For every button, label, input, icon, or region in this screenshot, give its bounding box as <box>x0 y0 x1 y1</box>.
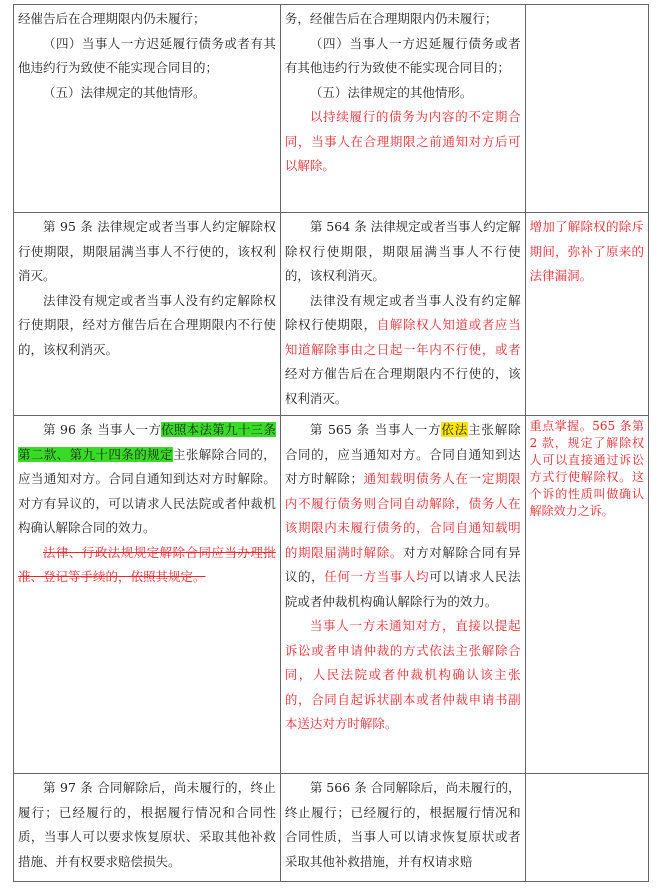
old-text: （五）法律规定的其他情形。 <box>43 84 206 100</box>
new-added-text: 当事人一方未通知对方，直接以提起诉讼或者申请仲裁的方式依法主张解除合同，人民法院或者仲裁机构确认该主张的，合同自起诉状副本或者仲裁申请书副本送达对方时解除。 <box>284 618 521 731</box>
highlighted-text: 依法 <box>441 422 469 437</box>
old-law-cell <box>14 5 281 213</box>
comparison-table <box>13 4 649 882</box>
text-span: 主张解除合同的，应当通知对方。合同自通知到达对方时解除； <box>284 422 521 486</box>
new-law-cell <box>280 416 525 774</box>
new-added-text: 自解除权人知道或者应当知道解除事由之日起一年内不行使，或者 <box>284 317 521 357</box>
text-span: 经对方催告后在合理期限内不行使的，该权利消灭。 <box>284 366 521 406</box>
note-cell <box>525 416 648 774</box>
new-text <box>285 289 521 412</box>
old-text: （四）当事人一方迟延履行债务或者有其他违约行为致使不能实现合同目的； <box>18 35 276 75</box>
text-span: 第 96 条 当事人一方 <box>43 422 162 437</box>
article-95: 第 95 条 法律规定或者当事人约定解除权行使期限，期限届满当事人不行使的，该权利消灭。 <box>18 219 276 283</box>
text-span: 法律没有规定或者当事人没有约定解除权行使期限， <box>284 292 521 332</box>
old-text: 经催告后在合理期限内仍未履行； <box>18 11 206 26</box>
new-law-cell <box>280 774 525 882</box>
text-span: 主张解除合同的，应当通知对方。合同自通知到达对方时解除。对方有异议的，可以请求人民法院或者仲裁机构确认解除合同的效力。 <box>18 446 276 535</box>
text-span: 第 565 条 当事人一方 <box>309 422 442 437</box>
deleted-text: 法律、行政法规规定解除合同应当办理批准、登记等手续的，依照其规定。 <box>18 544 276 584</box>
new-text: （四）当事人一方迟延履行债务或者有其他违约行为致使不能实现合同目的； <box>284 35 521 75</box>
article-565 <box>285 418 521 614</box>
new-added-text: 通知载明债务人在一定期限内不履行债务则合同自动解除，债务人在该期限内未履行债务的，合同自通知载明的期限届满时解除。 <box>284 471 521 560</box>
article-96 <box>18 418 276 541</box>
new-law-cell <box>280 5 525 213</box>
note-text: 重点掌握。565 条第 2 款，规定了解除权人可以直接通过诉讼方式行使解除权。这个诉的性质叫做确认解除效力之诉。 <box>529 419 644 518</box>
article-566: 第 566 条 合同解除后，尚未履行的，终止履行；已经履行的，根据履行情况和合同性质，当事人可以请求恢复原状或者采取其他补救措施，并有权请求赔 <box>284 780 521 869</box>
new-added-text: 以持续履行的债务为内容的不定期合同，当事人在合理期限之前通知对方后可以解除。 <box>284 109 521 173</box>
old-text: 法律没有规定或者当事人没有约定解除权行使期限，经对方催告后在合理期限内不行使的，该权利消灭。 <box>18 292 276 357</box>
old-law-cell <box>14 774 281 882</box>
highlighted-text: 依照本法第九十三条第二款、第九十四条的规定 <box>18 422 276 462</box>
text-span: 解除合同有异议的， <box>284 544 521 584</box>
table-row <box>14 213 649 416</box>
note-text: 增加了解除权的除斥期间，弥补了原来的法律漏洞。 <box>529 219 644 283</box>
note-cell <box>525 5 648 213</box>
article-97: 第 97 条 合同解除后，尚未履行的，终止履行；已经履行的，根据履行情况和合同性质，当事人可以要求恢复原状、采取其他补救措施、并有权要求赔偿损失。 <box>18 780 276 869</box>
note-cell <box>525 774 648 882</box>
old-law-cell <box>14 416 281 774</box>
text-span: 可以请求人民法院或者仲裁机构确认解除行为的效力。 <box>284 569 521 609</box>
new-text: 务，经催告后在合理期限内仍未履行； <box>284 11 498 26</box>
table-row <box>14 416 649 774</box>
new-text: （五）法律规定的其他情形。 <box>309 84 473 100</box>
note-cell <box>525 213 648 416</box>
table-row <box>14 5 649 213</box>
new-added-text: 任何一方当事人均 <box>324 569 430 584</box>
table-row <box>14 774 649 882</box>
new-law-cell <box>280 213 525 416</box>
old-law-cell <box>14 213 281 416</box>
text-span: 对方对 <box>403 544 443 560</box>
article-564: 第 564 条 法律规定或者当事人约定解除权行使期限，期限届满当事人不行使的，该权利消灭。 <box>284 219 521 283</box>
